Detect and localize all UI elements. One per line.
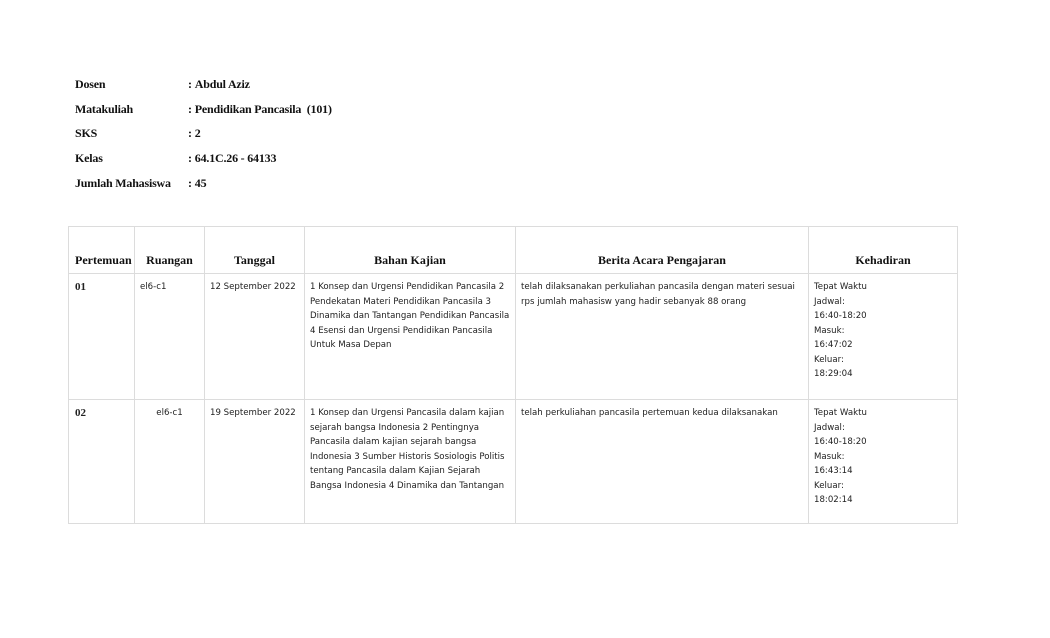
column-header-pertemuan: Pertemuan — [69, 227, 135, 274]
info-row-dosen — [75, 72, 332, 97]
column-header-kehadiran: Kehadiran — [809, 227, 958, 274]
info-separator: : — [188, 76, 192, 91]
cell-ruangan: el6-c1 — [135, 400, 205, 524]
cell-ruangan: el6-c1 — [135, 274, 205, 400]
attendance-masuk: 16:47:02 — [814, 340, 853, 350]
cell-tanggal: 12 September 2022 — [205, 274, 305, 400]
attendance-keluar-label: Keluar: — [814, 480, 844, 491]
attendance-keluar: 18:29:04 — [814, 369, 853, 379]
info-row-sks — [75, 121, 332, 146]
info-label: Dosen — [75, 76, 106, 91]
info-row-kelas — [75, 146, 332, 171]
cell-berita-acara: telah dilaksanakan perkuliahan pancasila dengan materi sesuai rps jumlah mahasisw yang hadir sebanyak 88 orang — [516, 274, 809, 400]
attendance-jadwal-label: Jadwal: — [814, 422, 845, 433]
cell-tanggal: 19 September 2022 — [205, 400, 305, 524]
attendance-masuk-label: Masuk: — [814, 325, 845, 336]
info-separator: : — [188, 175, 192, 190]
attendance-jadwal-label: Jadwal: — [814, 296, 845, 307]
column-header-bahan-kajian: Bahan Kajian — [305, 227, 516, 274]
info-value-jumlah-mahasiswa: 45 — [194, 175, 207, 190]
attendance-status: Tepat Waktu — [814, 408, 867, 418]
cell-kehadiran — [809, 274, 958, 400]
info-value-kelas: 64.1C.26 - 64133 — [194, 150, 277, 165]
attendance-keluar-label: Keluar: — [814, 354, 844, 365]
info-label: Kelas — [75, 150, 103, 165]
cell-bahan-kajian: 1 Konsep dan Urgensi Pendidikan Pancasila 2 Pendekatan Materi Pendidikan Pancasila 3 Dinamika dan Tantangan Pendidikan Pancasila 4 Esensi dan Urgensi Pendidikan Pancasila Untuk Masa Depan — [305, 274, 516, 400]
info-separator: : — [188, 150, 192, 165]
column-header-tanggal: Tanggal — [205, 227, 305, 274]
info-value-matakuliah: Pendidikan Pancasila (101) — [194, 101, 332, 116]
info-row-jumlah-mahasiswa — [75, 171, 332, 196]
table-row — [69, 400, 958, 524]
info-value-dosen: Abdul Aziz — [194, 76, 250, 91]
info-separator: : — [188, 101, 192, 116]
info-label: Jumlah Mahasiswa — [75, 175, 171, 190]
cell-berita-acara: telah perkuliahan pancasila pertemuan kedua dilaksanakan — [516, 400, 809, 524]
cell-bahan-kajian: 1 Konsep dan Urgensi Pancasila dalam kajian sejarah bangsa Indonesia 2 Pentingnya Pancasila dalam kajian sejarah bangsa Indonesia 3 Sumber Historis Sosiologis Politis tentang Pancasila dalam Kajian Sejarah Bangsa Indonesia 4 Dinamika dan Tantangan — [305, 400, 516, 524]
table-header-row — [69, 227, 958, 274]
info-row-matakuliah — [75, 97, 332, 122]
table-row — [69, 274, 958, 400]
info-label: Matakuliah — [75, 101, 134, 116]
attendance-masuk: 16:43:14 — [814, 466, 853, 476]
info-label: SKS — [75, 126, 98, 141]
info-separator: : — [188, 126, 192, 141]
course-info — [75, 72, 332, 195]
cell-kehadiran — [809, 400, 958, 524]
attendance-jadwal: 16:40-18:20 — [814, 311, 867, 321]
attendance-keluar: 18:02:14 — [814, 495, 853, 505]
info-value-sks: 2 — [194, 126, 201, 141]
attendance-jadwal: 16:40-18:20 — [814, 437, 867, 447]
cell-pertemuan: 02 — [69, 400, 135, 524]
cell-pertemuan: 01 — [69, 274, 135, 400]
attendance-table — [68, 226, 958, 524]
column-header-berita-acara: Berita Acara Pengajaran — [516, 227, 809, 274]
attendance-status: Tepat Waktu — [814, 282, 867, 292]
attendance-masuk-label: Masuk: — [814, 451, 845, 462]
column-header-ruangan: Ruangan — [135, 227, 205, 274]
